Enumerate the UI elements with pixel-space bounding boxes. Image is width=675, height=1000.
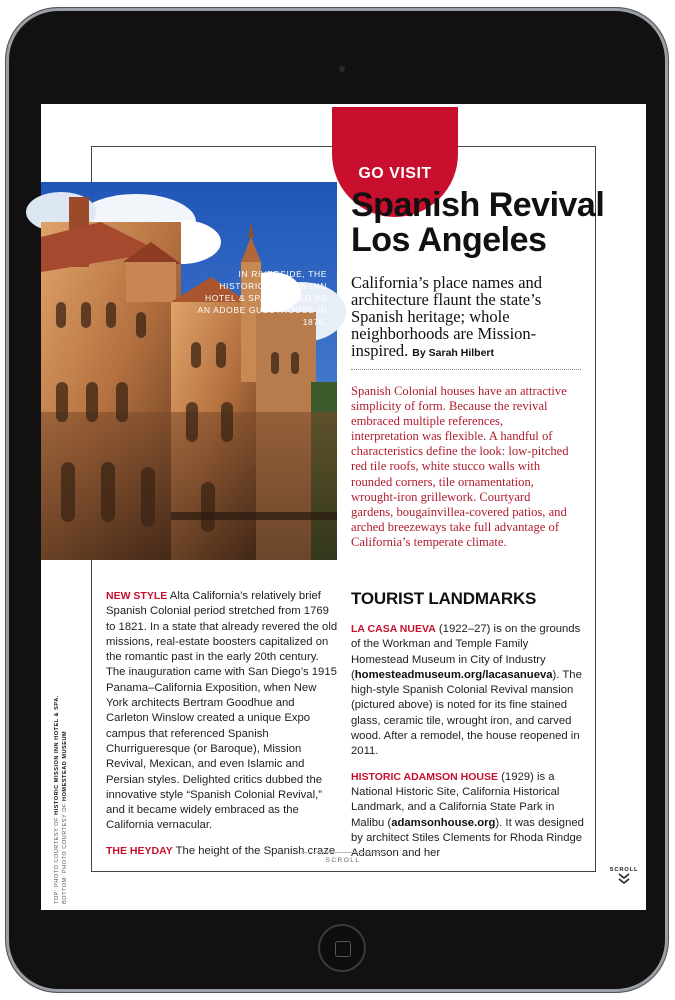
article-title: Spanish Revival Los Angeles <box>351 186 605 259</box>
scroll-label: SCROLL <box>325 857 361 864</box>
intro-paragraph: Spanish Colonial houses have an attractive simplicity of form. Because the revival embraced multiple references, interpretation was flexible. A handful of characteristics define the look: low-pitched red tile roofs, white stucco walls with rounded corners, tile ornamentation, wrought-iron grillework. Courtyard gardens, bougainvillea-covered patios, and arched breezeways take full advantage of California’s temperate climate. <box>351 384 569 549</box>
mission-inn-photo <box>41 182 337 560</box>
scroll-line <box>301 852 385 853</box>
credit-2-source: HOMESTEAD MUSEUM <box>62 730 68 801</box>
home-button-icon <box>335 941 351 957</box>
landmark-1-text-b: ). The high-style Spanish Colonial Revival mansion (pictured above) is noted for its fine stained glass, ceramic tile, wrought iron, and carved wood. After a remodel, the house reopened in 2011. <box>351 668 582 758</box>
landmarks-heading: TOURIST LANDMARKS <box>351 589 537 608</box>
heyday-kicker: THE HEYDAY <box>106 844 173 857</box>
credit-1-prefix: TOP: PHOTO COURTESY OF <box>54 814 60 904</box>
byline: By Sarah Hilbert <box>412 347 494 359</box>
credit-2-prefix: BOTTOM: PHOTO COURTESY OF <box>62 800 68 904</box>
camera-dot <box>339 66 345 72</box>
heyday-text: The height of the Spanish craze <box>172 844 336 857</box>
landmark-2-url[interactable]: adamsonhouse.org <box>391 816 496 829</box>
landmark-1-url[interactable]: homesteadmuseum.org/lacasanueva <box>354 668 553 681</box>
dek-text: California’s place names and architecture flaunt the state’s Spanish heritage; whole neighborhoods are Mission-inspired. <box>351 273 543 360</box>
right-column <box>351 622 589 860</box>
new-style-paragraph <box>106 589 338 834</box>
photo-caption: IN RIVERSIDE, THE HISTORIC MISSION INN HOTEL & SPA STARTED AS AN ADOBE GUESTHOUSE IN 1876. <box>197 269 327 327</box>
tablet-device <box>6 8 668 992</box>
landmark-2-text-a: (1929) is a National Historic Site, California Historical Landmark, and a California State Park in Malibu ( <box>351 770 560 829</box>
dotted-divider <box>351 369 581 370</box>
chevron-down-icon <box>609 873 639 886</box>
photo-credit-line-2 <box>61 684 69 904</box>
landmark-2-paragraph <box>351 770 589 862</box>
home-button[interactable] <box>318 924 366 972</box>
left-column <box>106 589 338 857</box>
new-style-text: Alta California’s relatively brief Spanish Colonial period stretched from 1769 to 1821. In a state that already revered the old missions, real-estate boosters capitalized on the romantic past in the early 20th century. The inauguration came with San Diego’s 1915 Panama–California Exposition, when New York architects Bertram Goodhue and Carleton Winslow created a unique Expo campus that referenced Spanish Churrigueresque (or Baroque), Mission Revival, Mexican, and even Islamic and Persian styles. Delighted critics dubbed the innovative style “Spanish Colonial Revival,” and it became widely embraced as the California vernacular. <box>106 590 338 832</box>
scroll-corner-button[interactable] <box>609 867 639 886</box>
scroll-corner-label: SCROLL <box>609 867 639 873</box>
article-screen[interactable] <box>41 104 646 910</box>
landmark-2-text-b: ). It was designed by architect Stiles Clements for Rhoda Rindge Adamson and her <box>351 816 584 860</box>
landmark-1-kicker: LA CASA NUEVA <box>351 623 436 635</box>
section-tab-label: GO VISIT <box>358 165 432 182</box>
scroll-indicator[interactable] <box>291 852 395 864</box>
landmark-2-kicker: HISTORIC ADAMSON HOUSE <box>351 770 499 783</box>
photo-credit <box>53 684 69 904</box>
new-style-kicker: NEW STYLE <box>106 590 168 602</box>
landmark-1-paragraph <box>351 622 589 760</box>
article-dek <box>351 274 591 362</box>
credit-1-source: HISTORIC MISSION INN HOTEL & SPA. <box>54 695 60 815</box>
photo-credit-line-1 <box>53 684 61 904</box>
landmark-1-text-a: (1922–27) is on the grounds of the Workman and Temple Family Homestead Museum in City of Industry ( <box>351 623 581 681</box>
